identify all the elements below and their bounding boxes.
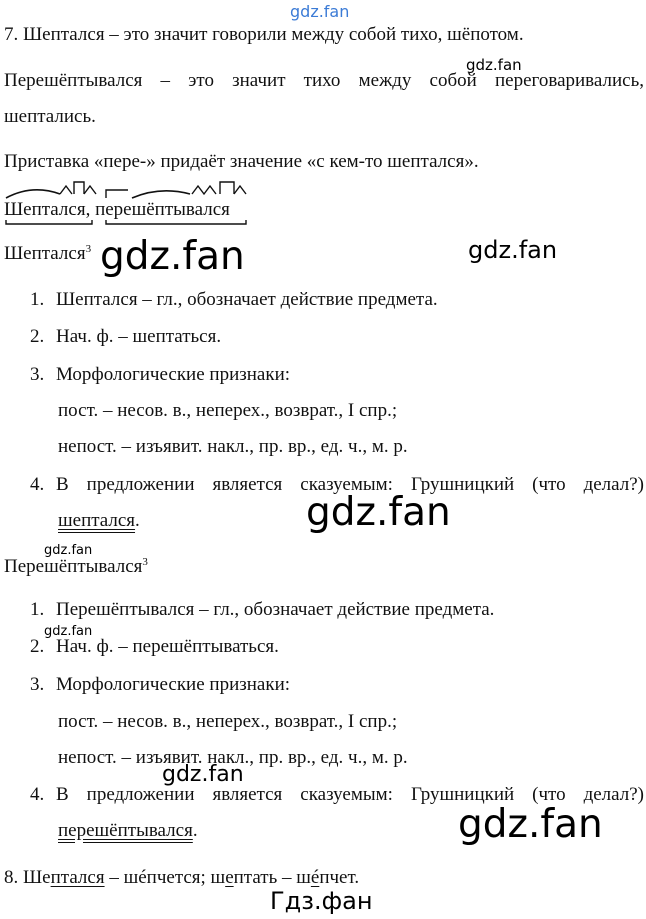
watermark: gdz.fan	[162, 762, 244, 787]
list-item: 2. Нач. ф. – шептаться.	[30, 326, 222, 347]
suffix-mark	[192, 186, 216, 194]
watermark: gdz.fan	[290, 2, 350, 21]
prefix-mark	[106, 190, 128, 198]
list-subitem: пост. – несов. в., неперех., возврат., I спр.;	[58, 711, 398, 732]
ending-box	[74, 182, 84, 194]
list-item: 3. Морфологические признаки:	[30, 674, 291, 695]
list-item: 1. Шептался – гл., обозначает действие предмета.	[30, 289, 438, 310]
root-arc	[132, 191, 190, 198]
paragraph-7-line-1: 7. Шептался – это значит говорили между собой тихо, шёпотом.	[4, 24, 524, 45]
watermark: gdz.fan	[458, 802, 603, 847]
superscript: 3	[85, 243, 92, 255]
predicate-word: перешёптывался.	[58, 820, 198, 841]
morpheme-words	[4, 199, 230, 222]
suffix-mark	[60, 186, 72, 194]
entry-title	[4, 556, 148, 579]
watermark: gdz.fan	[100, 234, 245, 279]
list-item: 4. В предложении является сказуемым: Грушницкий (что делал?)	[30, 474, 644, 495]
paragraph-8: 8. Шептался – шéпчется; шептать – шéпчет.	[4, 867, 360, 888]
suffix-mark	[84, 186, 96, 194]
paragraph-7-line-4: Приставка «пере-» придаёт значение «с кем-то шептался».	[4, 151, 479, 172]
predicate-word: шептался.	[58, 510, 140, 531]
list-subitem: непост. – изъявит. накл., пр. вр., ед. ч., м. р.	[58, 436, 408, 457]
watermark: gdz.fan	[306, 490, 451, 535]
superscript: 3	[142, 556, 148, 568]
paragraph-7-line-3: шептались.	[4, 106, 96, 127]
footer-watermark: Гдз.фан	[270, 887, 373, 915]
entry-title	[4, 243, 91, 266]
list-item: 3. Морфологические признаки:	[30, 364, 291, 385]
list-item: 4. В предложении является сказуемым: Грушницкий (что делал?)	[30, 784, 644, 805]
list-item: 1. Перешёптывался – гл., обозначает действие предмета.	[30, 599, 495, 620]
entry-title-text: Перешёптывался	[4, 556, 143, 577]
paragraph-7-line-2: Перешёптывался – это значит тихо между собой переговаривались,	[4, 70, 644, 91]
ending-box	[220, 182, 234, 194]
suffix-mark	[234, 186, 246, 194]
word-pereshyoptyvalsya: перешёптывался	[95, 199, 230, 220]
watermark: gdz.fan	[468, 236, 558, 264]
list-subitem: непост. – изъявит. накл., пр. вр., ед. ч., м. р.	[58, 747, 408, 768]
entry-title-text: Шептался	[4, 243, 86, 264]
comma: ,	[85, 199, 91, 220]
watermark: gdz.fan	[44, 624, 93, 639]
list-subitem: пост. – несов. в., неперех., возврат., I спр.;	[58, 400, 398, 421]
word-sheptalsya: Шептался	[4, 199, 86, 220]
root-arc	[6, 190, 60, 198]
watermark: gdz.fan	[466, 56, 522, 74]
watermark: gdz.fan	[44, 543, 93, 558]
list-item: 2. Нач. ф. – перешёптываться.	[30, 636, 279, 657]
